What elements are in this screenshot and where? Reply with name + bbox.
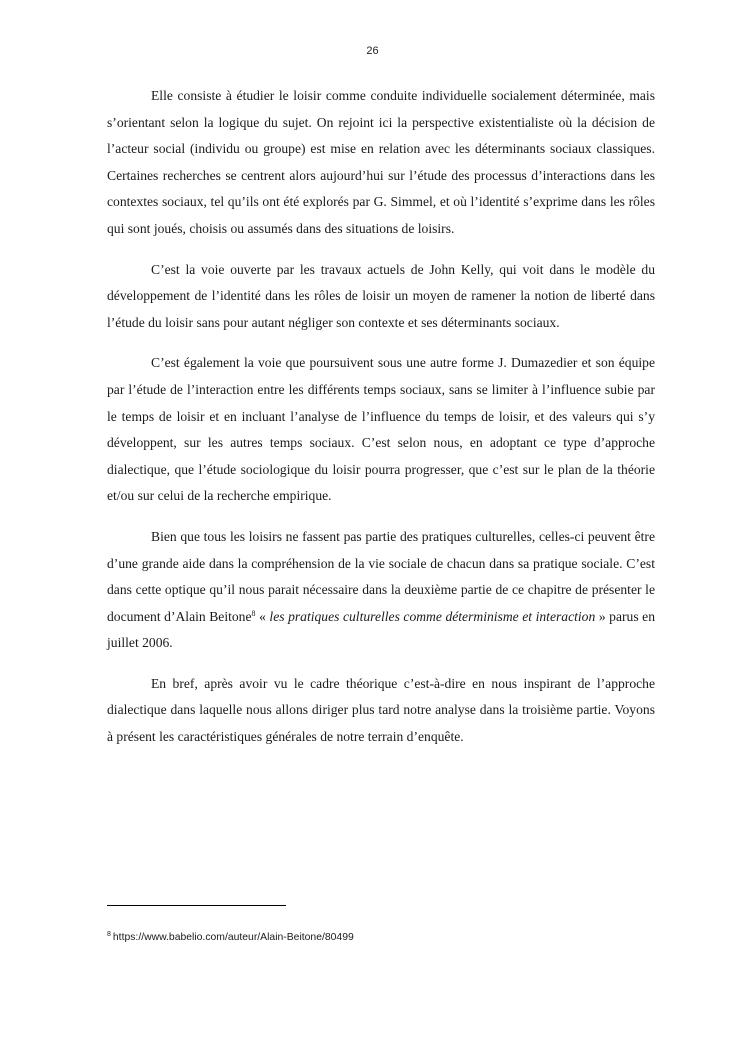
paragraph-4: [107, 524, 655, 657]
paragraph-5: En bref, après avoir vu le cadre théorique c’est-à-dire en nous inspirant de l’approche dialectique dans laquelle nous allons diriger plus tard notre analyse dans la troisième partie. Voyons à présent les caractéristiques générales de notre terrain d’enquête.: [107, 675, 655, 745]
page-number: 26: [366, 45, 379, 57]
paragraph-4-end: » parus en juillet 2006.: [107, 608, 655, 651]
open-quote: «: [255, 608, 270, 624]
paragraph-4-text: Bien que tous les loisirs ne fassent pas partie des pratiques culturelles, celles-ci peuvent être d’une grande aide dans la compréhension de la vie sociale de chacun dans sa pratique sociale. C’est dans cette optique qu’il nous parait nécessaire dans la deuxième partie de ce chapitre de présenter le document d’Alain Beitone: [107, 528, 655, 624]
footnote-url[interactable]: https://www.babelio.com/auteur/Alain-Beitone/80499: [112, 932, 354, 943]
paragraph-3: C’est également la voie que poursuivent sous une autre forme J. Dumazedier et son équipe par l’étude de l’interaction entre les différents temps sociaux, sans se limiter à l’influence subie par le temps de loisir et en incluant l’analyse de l’influence du temps de loisir, et des valeurs qui s’y développent, sur les autres temps sociaux. C’est selon nous, en adoptant ce type d’approche dialectique, que l’étude sociologique du loisir pourra progresser, que c’est sur le plan de la théorie et/ou sur celui de la recherche empirique.: [107, 355, 655, 504]
footnote-marker: 8: [107, 931, 111, 938]
footnote-separator: [107, 905, 286, 906]
paragraph-2: C’est la voie ouverte par les travaux actuels de John Kelly, qui voit dans le modèle du développement de l’identité dans les rôles de loisir un moyen de ramener la notion de liberté dans l’étude du loisir sans pour autant négliger son contexte et ses déterminants sociaux.: [107, 261, 655, 330]
cited-title: les pratiques culturelles comme déterminisme et interaction: [269, 608, 596, 624]
paragraph-1: Elle consiste à étudier le loisir comme conduite individuelle socialement déterminée, mais s’orientant selon la logique du sujet. On rejoint ici la perspective existentialiste où la décision de l’acteur social (individu ou groupe) est mise en relation avec les déterminants sociaux classiques. Certaines recherches se centrent alors aujourd’hui sur l’étude des processus d’interactions dans les contextes sociaux, tel qu’ils ont été explorés par G. Simmel, et où l’identité s’exprime dans les rôles qui sont joués, choisis ou assumés dans des situations de loisirs.: [107, 88, 655, 236]
footnote: [107, 932, 354, 943]
footnote-reference: 8: [251, 608, 256, 618]
body-text: [107, 83, 655, 765]
